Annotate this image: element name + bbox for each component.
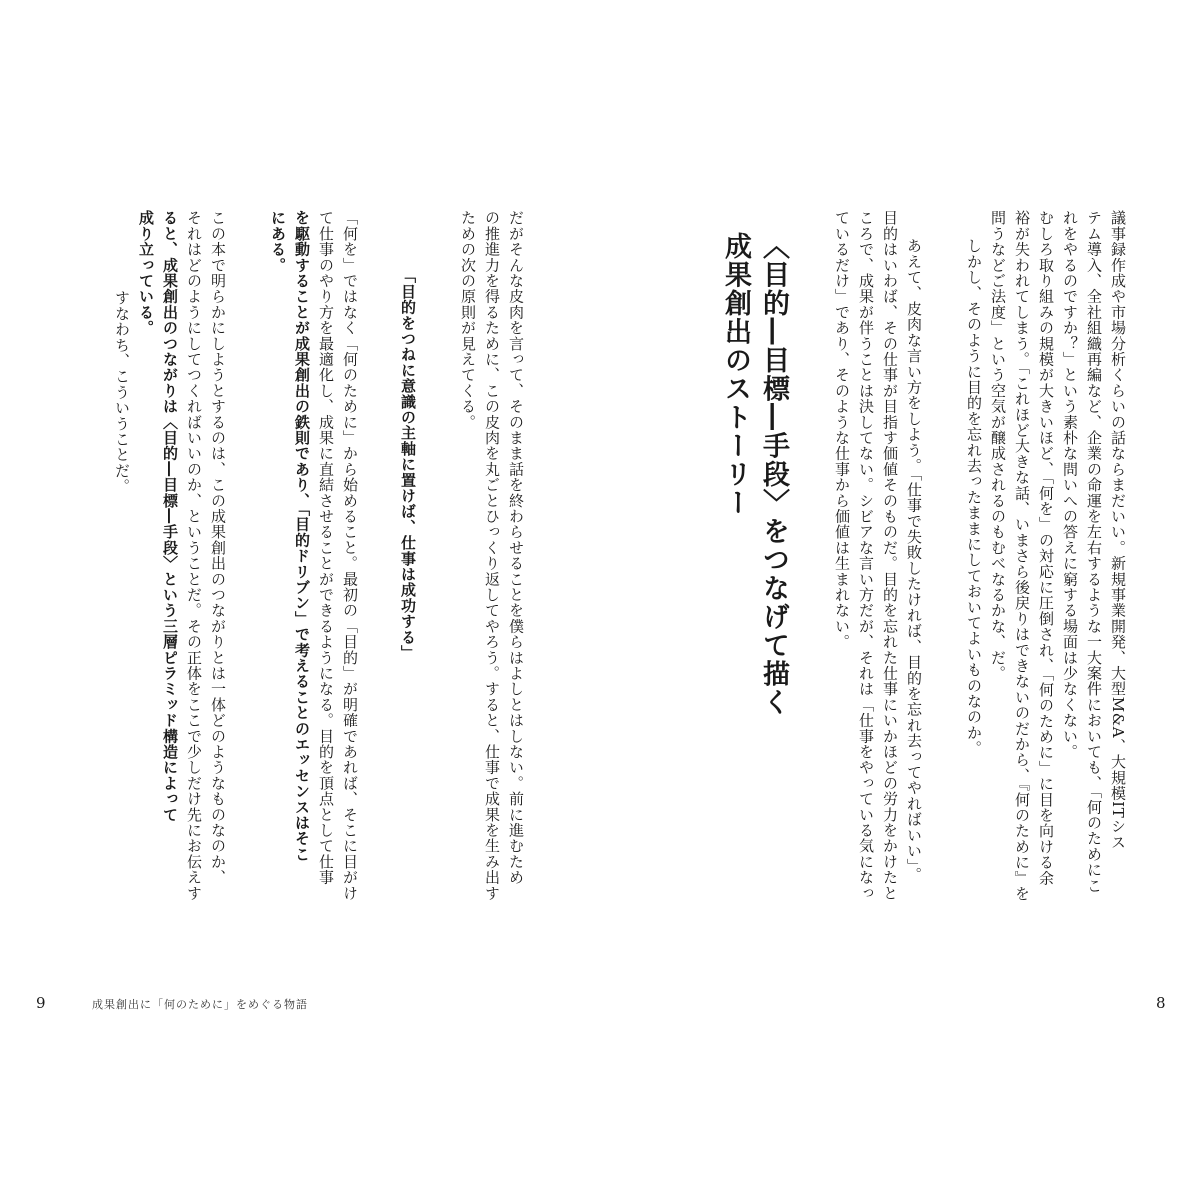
body-line: 「何を」ではなく「何のために」から始めること。最初の「目的」が明確であれば、そこに目がけ	[341, 210, 359, 901]
body-line: 目的はいわば、その仕事が目指す価値そのものだ。目的を忘れた仕事にいかほどの労力をかけたと	[881, 210, 899, 901]
body-line: しかし、そのように目的を忘れ去ったままにしておいてよいものなのか。	[965, 238, 983, 757]
body-line-bold: 成り立っている。	[137, 210, 155, 336]
page-number: 8	[1156, 994, 1166, 1012]
body-line: それはどのようにしてつくればいいのか、ということだ。その正体をここで少しだけ先にお伝えす	[185, 210, 203, 901]
body-line-bold: ると、成果創出のつながりは〈目的―目標―手段〉という三層ピラミッド構造によって	[161, 210, 179, 823]
body-line: すなわち、こういうことだ。	[113, 290, 131, 495]
section-heading-line-1: 〈目的―目標―手段〉をつなげて描く	[758, 232, 789, 717]
body-line: あえて、皮肉な言い方をしよう。「仕事で失敗したければ、目的を忘れ去ってやればいい」。	[905, 238, 923, 883]
body-line: の推進力を得るために、この皮肉を丸ごとひっくり返してやろう。すると、仕事で成果を生み出す	[483, 210, 501, 901]
body-line: むしろ取り組みの規模が大きいほど、「何を」の対応に圧倒され、「何のために」に目を向ける余	[1037, 210, 1055, 886]
section-heading-line-2: 成果創出のストーリー	[720, 232, 751, 517]
body-line: 議事録作成や市場分析くらいの話ならまだいい。新規事業開発、大型M&A、大規模ITシス	[1109, 210, 1127, 850]
body-line: 裕が失われてしまう。「これほど大きな話、いまさら後戻りはできないのだから、『何のために』を	[1013, 210, 1031, 902]
body-line: ているだけ」であり、そのような仕事から価値は生まれない。	[833, 210, 851, 650]
page-number: 9	[36, 994, 46, 1012]
body-line: ころで、成果が伴うことは決してない。シビアな言い方だが、それは「仕事をやっている気になっ	[857, 210, 875, 901]
running-header: 成果創出に「何のために」をめぐる物語	[92, 998, 308, 1011]
principle-statement: 「目的をつねに意識の主軸に置けば、仕事は成功する」	[399, 268, 417, 661]
body-line: 問うなどご法度」という空気が醸成されるのもむべなるかな、だ。	[989, 210, 1007, 681]
body-line-bold: にある。	[269, 210, 287, 273]
body-line: だがそんな皮肉を言って、そのまま話を終わらせることを僕らはよしとはしない。前に進むため	[507, 210, 525, 886]
body-line: この本で明らかにしようとするのは、この成果創出のつながりとは一体どのようなものなのか、	[209, 210, 227, 886]
body-line: テム導入、全社組織再編など、企業の命運を左右するような一大案件においても、「何のためにこ	[1085, 210, 1103, 894]
body-line: れをやるのですか？」という素朴な問いへの答えに窮する場面は少なくない。	[1061, 210, 1079, 760]
body-line: て仕事のやり方を最適化し、成果に直結させることができるようになる。目的を頂点として仕事	[317, 210, 335, 886]
body-line: ための次の原則が見えてくる。	[459, 210, 477, 430]
right-page	[600, 0, 1200, 1200]
body-line-bold: を駆動することが成果創出の鉄則であり、「目的ドリブン」で考えることのエッセンスはそこ	[293, 210, 311, 862]
